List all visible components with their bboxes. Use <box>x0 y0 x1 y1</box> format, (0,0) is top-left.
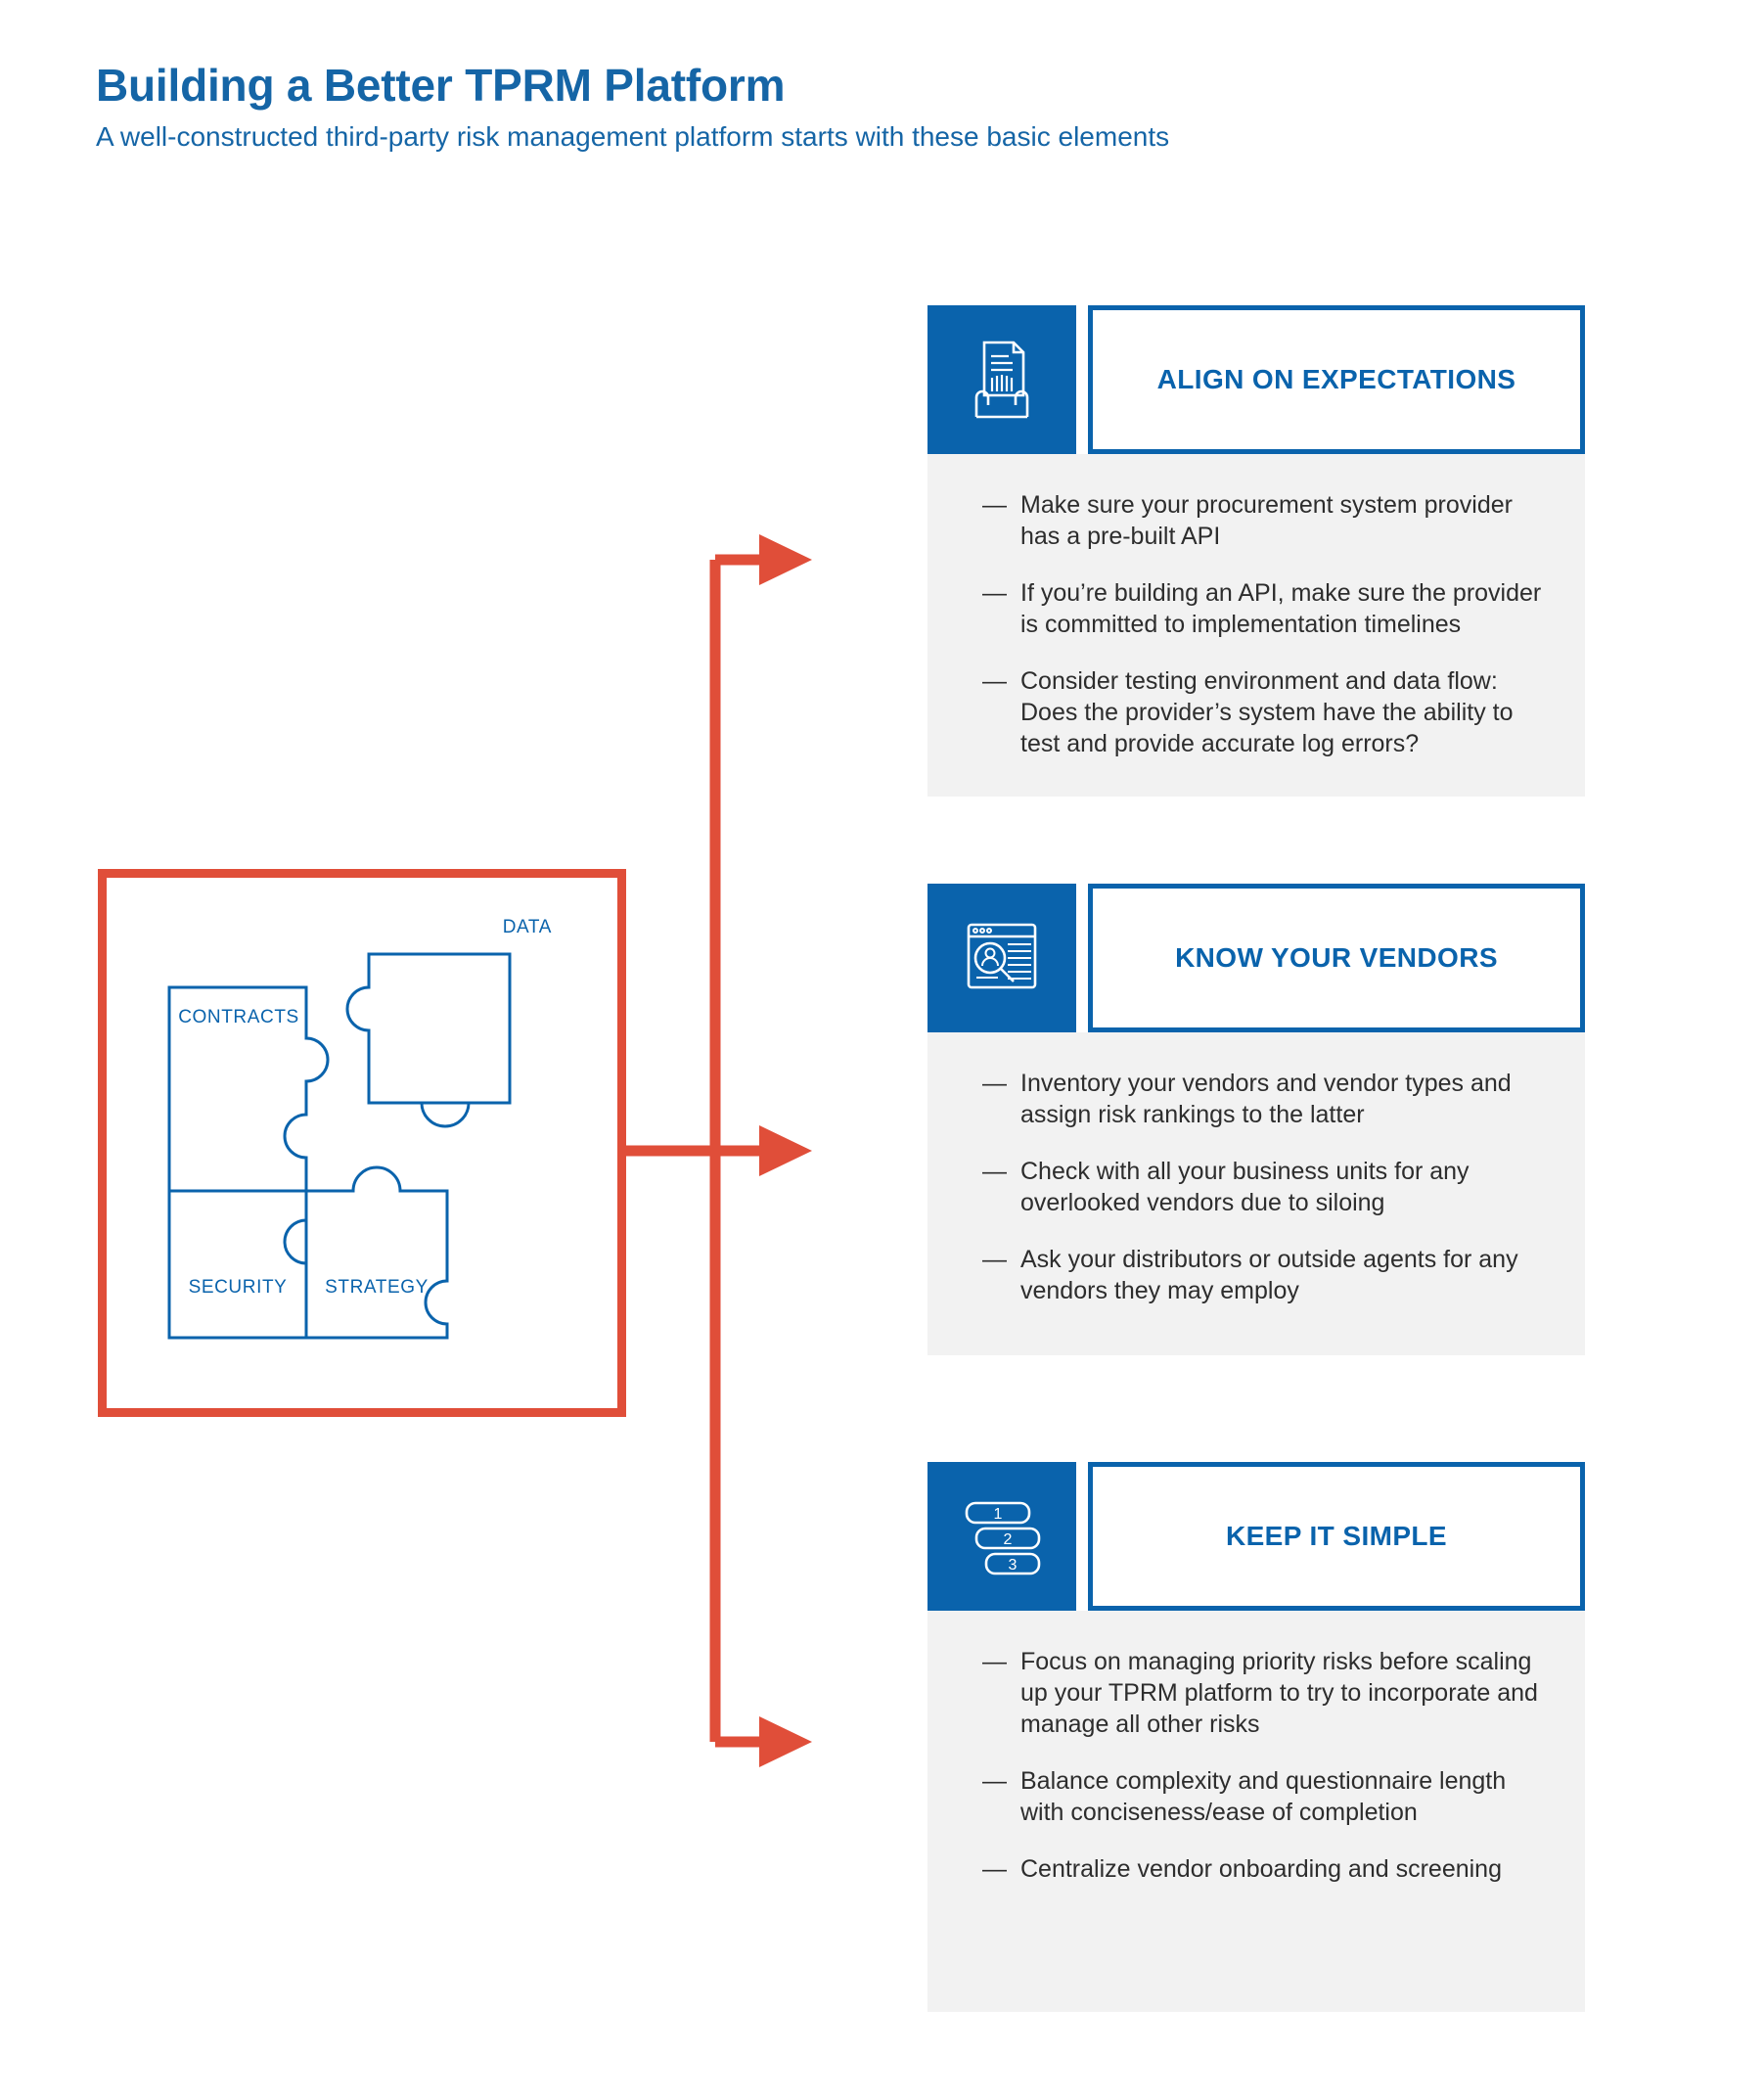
numbered-list-icon <box>927 1462 1076 1611</box>
section-know-your-vendors <box>927 884 1585 1355</box>
section-keep-it-simple <box>927 1462 1585 2012</box>
bullet-dash: — <box>982 1855 1007 1883</box>
tprm-puzzle-panel <box>98 869 626 1417</box>
list-item <box>982 1156 1552 1218</box>
bullet-text: Ask your distributors or outside agents for any vendors they may employ <box>1020 1246 1518 1304</box>
section-heading: ALIGN ON EXPECTATIONS <box>1156 364 1516 394</box>
puzzle-label-strategy: STRATEGY <box>325 1277 429 1298</box>
profile-search-icon <box>927 884 1076 1032</box>
page-subtitle: A well-constructed third-party risk management platform starts with these basic elements <box>96 120 1170 152</box>
puzzle-label-security: SECURITY <box>188 1277 288 1298</box>
puzzle-diagram <box>107 878 617 1408</box>
section-header <box>927 305 1585 454</box>
bullet-dash: — <box>982 1158 1007 1185</box>
page-title: Building a Better TPRM Platform <box>96 60 786 111</box>
list-item <box>982 577 1552 640</box>
list-item <box>982 1765 1552 1828</box>
bullet-dash: — <box>982 1246 1007 1273</box>
bullet-dash: — <box>982 491 1007 519</box>
section-heading-box <box>1088 884 1585 1032</box>
bullet-dash: — <box>982 1070 1007 1097</box>
section-heading: KNOW YOUR VENDORS <box>1175 942 1498 973</box>
section-align-on-expectations <box>927 305 1585 797</box>
bullet-text: Focus on managing priority risks before scaling up your TPRM platform to try to incorporate and manage all other risks <box>1020 1648 1538 1738</box>
arrow-paths <box>607 519 900 1771</box>
list-item <box>982 665 1552 759</box>
section-heading: KEEP IT SIMPLE <box>1225 1521 1448 1551</box>
bullet-text: Check with all your business units for any overlooked vendors due to siloing <box>1020 1158 1470 1216</box>
list-item <box>982 1244 1552 1306</box>
bullet-list <box>927 1032 1585 1355</box>
section-heading-box <box>1088 1462 1585 1611</box>
icon-number-1: 1 <box>993 1506 1003 1523</box>
puzzle-label-data: DATA <box>502 917 552 937</box>
bullet-list <box>927 1611 1585 2012</box>
bullet-list <box>927 454 1585 797</box>
bullet-dash: — <box>982 1767 1007 1795</box>
bullet-text: Balance complexity and questionnaire length with conciseness/ease of completion <box>1020 1767 1507 1826</box>
bullet-text: Consider testing environment and data flow: Does the provider’s system have the ability to test and provide accurate log errors? <box>1020 667 1514 757</box>
list-item <box>982 489 1552 552</box>
bullet-text: Centralize vendor onboarding and screening <box>1020 1855 1502 1883</box>
section-heading-box <box>1088 305 1585 454</box>
icon-number-2: 2 <box>1003 1531 1013 1548</box>
list-item <box>982 1646 1552 1740</box>
document-in-hands-icon <box>927 305 1076 454</box>
connector-arrows <box>607 519 900 1771</box>
bullet-text: Make sure your procurement system provider has a pre-built API <box>1020 491 1513 550</box>
section-header <box>927 1462 1585 1611</box>
bullet-dash: — <box>982 1648 1007 1675</box>
section-header <box>927 884 1585 1032</box>
list-item <box>982 1853 1552 1885</box>
page-header <box>96 61 1661 153</box>
icon-number-3: 3 <box>1008 1557 1018 1574</box>
bullet-dash: — <box>982 579 1007 607</box>
bullet-dash: — <box>982 667 1007 695</box>
list-item <box>982 1068 1552 1130</box>
bullet-text: If you’re building an API, make sure the provider is committed to implementation timelines <box>1020 579 1542 638</box>
bullet-text: Inventory your vendors and vendor types and assign risk rankings to the latter <box>1020 1070 1512 1128</box>
puzzle-label-contracts: CONTRACTS <box>178 1007 299 1027</box>
